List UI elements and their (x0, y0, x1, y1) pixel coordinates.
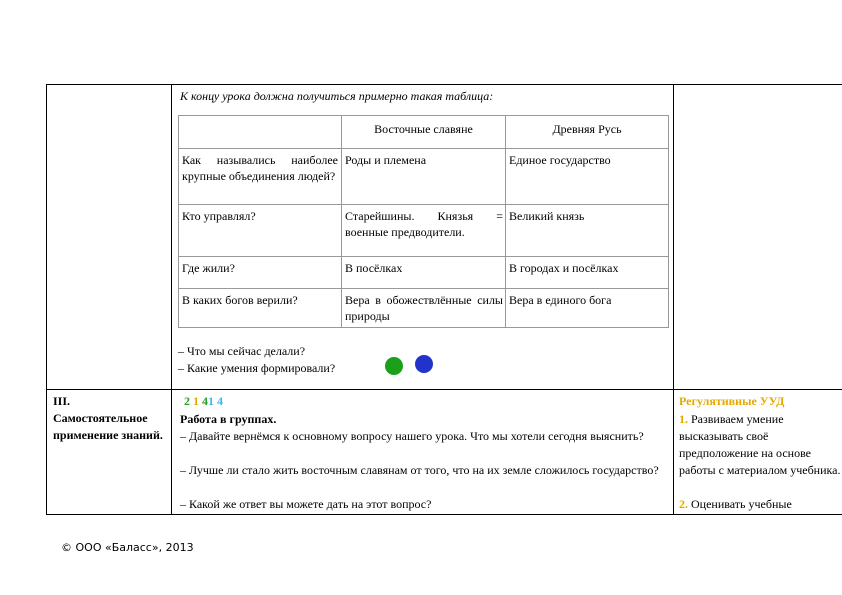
inner-table-col-2 (505, 115, 506, 328)
code-numbers (184, 393, 223, 409)
inner-table-col-1 (341, 115, 342, 328)
green-circle-icon (385, 357, 403, 375)
uud-title: Регулятивные УУД (679, 394, 785, 408)
code-1: 2 (184, 394, 190, 408)
inner-table-row-4 (178, 288, 668, 289)
inner-row-3-rus: В городах и посёлках (509, 261, 619, 275)
work-heading: Работа в группах. (180, 412, 277, 426)
outer-col-divider-1 (171, 84, 172, 515)
uud-item-1 (679, 411, 842, 479)
question-what-did-we-do: – Что мы сейчас делали? (178, 344, 306, 358)
inner-table-left (178, 115, 179, 328)
inner-row-4-question: В каких богов верили? (182, 293, 298, 307)
inner-row-2-question: Кто управлял? (182, 209, 256, 223)
inner-table-row-1 (178, 148, 668, 149)
inner-row-1-rus: Единое государство (509, 153, 611, 167)
question-which-skills: – Какие умения формировали? (178, 361, 336, 375)
inner-row-2-rus: Великий князь (509, 209, 585, 223)
inner-table-row-2 (178, 204, 668, 205)
inner-table-top (178, 115, 668, 116)
inner-row-1-east: Роды и племена (345, 153, 427, 167)
work-line-1: – Давайте вернёмся к основному вопросу нашего урока. Что мы хотели сегодня выяснить? (180, 429, 644, 443)
blue-circle-icon (415, 355, 433, 373)
outer-left-border (46, 84, 47, 515)
uud-item-1-num: 1. (679, 412, 688, 426)
inner-table-row-3 (178, 256, 668, 257)
stage-title: Самостоятельное применение знаний. (53, 411, 163, 442)
code-2: 1 (193, 394, 199, 408)
work-line-2: – Лучше ли стало жить восточным славянам от того, что на их земле сложилось государство? (180, 463, 659, 477)
inner-row-1-question: Как назывались наиболее крупные объединения людей? (182, 153, 338, 183)
inner-table-bottom (178, 327, 668, 328)
inner-row-4-east: Вера в обожествлённые силы природы (345, 293, 503, 323)
work-line-3: – Какой же ответ вы можете дать на этот вопрос? (180, 497, 432, 511)
inner-row-4-rus: Вера в единого бога (509, 293, 612, 307)
code-3: 4 (202, 394, 208, 408)
code-4: 1 (208, 394, 214, 408)
stage-number: III. (53, 394, 71, 408)
inner-row-3-east: В посёлках (345, 261, 403, 275)
uud-item-2-text: Оценивать учебные (691, 497, 792, 511)
outer-mid-border (46, 389, 842, 390)
uud-item-2-num: 2. (679, 497, 688, 511)
inner-row-3-question: Где жили? (182, 261, 235, 275)
uud-item-2 (679, 496, 842, 512)
code-5: 4 (217, 394, 223, 408)
inner-header-ancient-rus: Древняя Русь (552, 122, 622, 136)
outer-top-border (46, 84, 842, 85)
outer-bottom-border (46, 514, 842, 515)
table-intro: К концу урока должна получиться примерно такая таблица: (180, 89, 494, 103)
inner-table-right (668, 115, 669, 328)
footer-copyright: © ООО «Баласс», 2013 (61, 541, 194, 554)
uud-item-1-text: Развиваем умение высказывать своё предположение на основе работы с материалом учебника. (679, 412, 841, 477)
inner-row-2-east: Старейшины. Князья = военные предводители. (345, 209, 503, 239)
inner-header-east-slavs: Восточные славяне (374, 122, 473, 136)
outer-col-divider-2 (673, 84, 674, 515)
